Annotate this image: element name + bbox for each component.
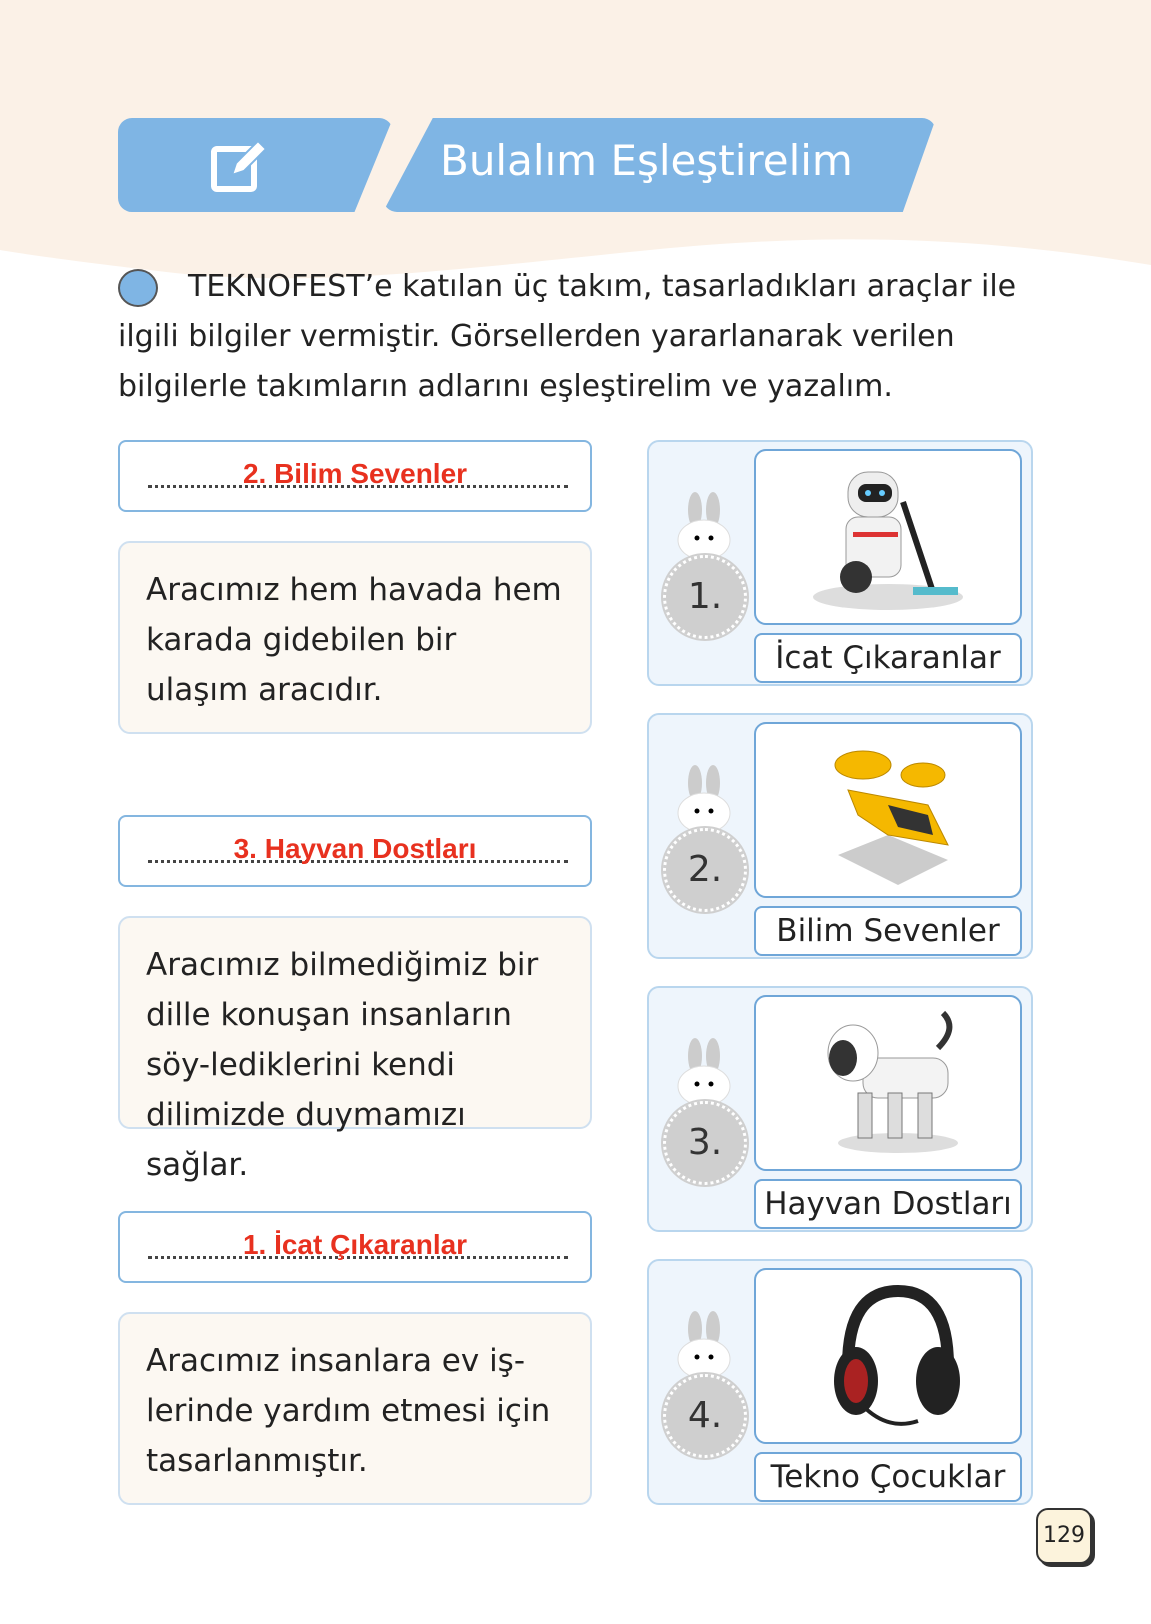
description-box-3: Aracımız insanlara ev iş-lerinde yardım etmesi için tasarlanmıştır.: [118, 1312, 592, 1505]
answer-field-2[interactable]: [118, 815, 592, 887]
team-name: Hayvan Dostları: [754, 1179, 1022, 1229]
team-card-3: [647, 986, 1033, 1232]
team-number: 2.: [663, 828, 747, 912]
team-name: Tekno Çocuklar: [754, 1452, 1022, 1502]
team-card-1: [647, 440, 1033, 686]
headset-icon: [808, 1281, 968, 1431]
team-card-4: [647, 1259, 1033, 1505]
team-number: 1.: [663, 555, 747, 639]
team-number: 3.: [663, 1101, 747, 1185]
flying-car-icon: [808, 735, 968, 885]
answer-value: 1. İcat Çıkaranlar: [242, 1229, 468, 1260]
team-image: [754, 1268, 1022, 1444]
page-title: Bulalım Eşleştirelim: [440, 136, 853, 185]
bunny-icon: [673, 765, 735, 835]
bunny-icon: [673, 492, 735, 562]
answer-field-1[interactable]: [118, 440, 592, 512]
team-name: Bilim Sevenler: [754, 906, 1022, 956]
team-name: İcat Çıkaranlar: [754, 633, 1022, 683]
description-box-2: Aracımız bilmediğimiz bir dille konuşan insanların söy-lediklerini kendi dilimizde duymamızı sağlar.: [118, 916, 592, 1129]
team-card-2: [647, 713, 1033, 959]
description-box-1: Aracımız hem havada hem karada gidebilen bir ulaşım aracıdır.: [118, 541, 592, 734]
cleaning-robot-icon: [808, 462, 968, 612]
bullet-icon: [118, 269, 158, 307]
team-image: [754, 449, 1022, 625]
answer-field-3[interactable]: [118, 1211, 592, 1283]
bunny-icon: [673, 1311, 735, 1381]
team-image: [754, 995, 1022, 1171]
edit-icon: [210, 135, 270, 195]
bunny-icon: [673, 1038, 735, 1108]
page-number: 129: [1036, 1508, 1092, 1564]
robot-dog-icon: [808, 1008, 968, 1158]
team-image: [754, 722, 1022, 898]
instructions: [118, 262, 1018, 412]
team-number: 4.: [663, 1374, 747, 1458]
answer-value: 2. Bilim Sevenler: [242, 458, 468, 489]
instructions-text: TEKNOFEST’e katılan üç takım, tasarladıkları araçlar ile ilgili bilgiler vermiştir. Görsellerden yararlanarak verilen bilgilerle takımların adlarını eşleştirelim ve yazalım.: [118, 269, 1017, 404]
answer-value: 3. Hayvan Dostları: [233, 833, 477, 864]
